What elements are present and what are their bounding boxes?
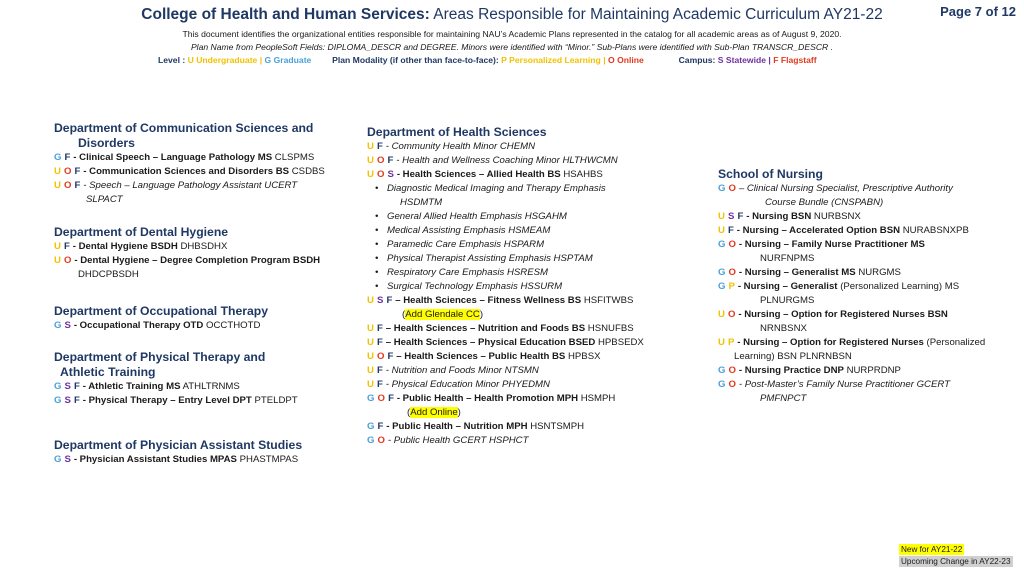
code-letter: S: [61, 454, 72, 465]
plan-name-note: Plan Name from PeopleSoft Fields: DIPLOMA_DESCR and DEGREE. Minors were identified with “Minor.” Sub-Plans were identified with Sub-Plan TRANSCR_DESCR .: [190, 42, 834, 52]
change-note: (Add Glendale CC): [402, 309, 484, 320]
list-item: U O F - Health and Wellness Coaching Minor HLTHWCMN: [367, 155, 618, 166]
list-item: U F – Health Sciences – Physical Education BSED HPBSEDX: [367, 337, 644, 348]
dept-physical-therapy-title: Department of Physical Therapy and Athletic Training: [54, 350, 266, 379]
code-letter: O: [374, 393, 386, 404]
emphasis-item: • Paramedic Care Emphasis HSPARM: [367, 238, 697, 252]
code-letter: O: [61, 255, 72, 266]
code-letter: U: [367, 295, 375, 306]
code-letter: F: [71, 395, 81, 406]
code-letter: G: [718, 379, 726, 390]
code-letter: O: [374, 169, 385, 180]
legend-upcoming: Upcoming Change in AY22-23: [901, 557, 1011, 566]
dept-dental-title: Department of Dental Hygiene: [54, 225, 229, 239]
school-of-nursing-title: School of Nursing: [718, 167, 823, 181]
code-letter: F: [734, 211, 744, 222]
code-letter: U: [718, 337, 726, 348]
code-letter: F: [61, 241, 71, 252]
code-letter: U: [367, 351, 375, 362]
code-letter: G: [718, 239, 726, 250]
code-letter: O: [374, 155, 385, 166]
change-note: (Add Online): [407, 407, 461, 418]
code-letter: S: [61, 381, 72, 392]
code-letter: S: [61, 395, 72, 406]
code-letter: U: [718, 225, 726, 236]
code-letter: U: [367, 169, 375, 180]
code-letter: O: [725, 309, 736, 320]
legend-line: Level : U Undergraduate | G Graduate Plan Modality (if other than face-to-face): P Personalized Learning | O Online Campus: S Statewide | F Flagstaff: [158, 55, 817, 65]
code-letter: O: [374, 351, 385, 362]
list-item: U F – Health Sciences – Nutrition and Foods BS HSNUFBS: [367, 323, 634, 334]
list-item: U S F – Health Sciences – Fitness Wellness BS HSFITWBS: [367, 295, 634, 306]
code-letter: G: [54, 320, 62, 331]
page-number: Page 7 of 12: [940, 4, 1016, 19]
list-item: U F - Dental Hygiene BSDH DHBSDHX: [54, 241, 228, 252]
code-letter: F: [71, 166, 81, 177]
code-letter: U: [54, 166, 62, 177]
code-letter: O: [374, 435, 386, 446]
list-item: G S F - Athletic Training MS ATHLTRNMS: [54, 381, 240, 392]
code-letter: G: [367, 393, 375, 404]
code-letter: O: [725, 365, 737, 376]
code-letter: S: [384, 169, 395, 180]
code-letter: G: [54, 454, 62, 465]
code-letter: F: [384, 351, 394, 362]
code-letter: F: [374, 141, 384, 152]
legend-new: New for AY21-22: [901, 545, 963, 554]
code-letter: G: [718, 183, 726, 194]
dept-health-sciences-title: Department of Health Sciences: [367, 125, 547, 139]
code-letter: F: [374, 365, 384, 376]
code-letter: F: [71, 180, 81, 191]
code-letter: G: [367, 421, 375, 432]
list-item: U O F - Speech – Language Pathology Assistant UCERT SLPACT: [54, 180, 298, 205]
code-letter: U: [54, 180, 62, 191]
code-letter: O: [61, 166, 72, 177]
code-letter: U: [367, 379, 375, 390]
code-letter: G: [718, 281, 726, 292]
list-item: U F - Physical Education Minor PHYEDMN: [367, 379, 550, 390]
code-letter: U: [367, 365, 375, 376]
code-letter: O: [725, 239, 737, 250]
emphasis-code: HSDMTM: [400, 197, 443, 208]
list-item: U F - Nursing – Accelerated Option BSN NURABSNXPB: [718, 225, 969, 236]
dept-physician-assistant-title: Department of Physician Assistant Studies: [54, 438, 303, 452]
list-item: G O F - Public Health – Health Promotion MPH HSMPH: [367, 393, 616, 404]
code-letter: O: [725, 267, 737, 278]
list-item: G O - Nursing – Generalist MS NURGMS: [718, 267, 901, 278]
code-letter: G: [718, 365, 726, 376]
list-item: U P - Nursing – Option for Registered Nurses (Personalized Learning) BSN PLNRNBSN: [718, 337, 986, 362]
list-item: U O F - Communication Sciences and Disorders BS CSDBS: [54, 166, 325, 177]
list-item: U S F - Nursing BSN NURBSNX: [718, 211, 861, 222]
column-right: [718, 167, 1018, 406]
list-item: G O – Clinical Nursing Specialist, Prescriptive Authority Course Bundle (CNSPABN): [718, 183, 953, 208]
code-letter: P: [725, 281, 736, 292]
code-letter: U: [718, 211, 726, 222]
code-letter: G: [54, 395, 62, 406]
list-item: G S F - Physical Therapy – Entry Level DPT PTELDPT: [54, 395, 298, 406]
list-item: G P - Nursing – Generalist (Personalized Learning) MS PLNURGMS: [718, 281, 960, 306]
list-item: U O S - Health Sciences – Allied Health BS HSAHBS: [367, 169, 603, 180]
code-letter: G: [54, 381, 62, 392]
code-letter: O: [61, 180, 72, 191]
code-letter: F: [384, 155, 394, 166]
list-item: G O - Nursing – Family Nurse Practitioner MS NURFNPMS: [718, 239, 925, 264]
code-letter: U: [367, 337, 375, 348]
code-letter: F: [374, 379, 384, 390]
emphasis-item: • Respiratory Care Emphasis HSRESM: [367, 266, 697, 280]
code-letter: F: [374, 421, 384, 432]
code-letter: P: [725, 337, 735, 348]
dept-occupational-title: Department of Occupational Therapy: [54, 304, 268, 318]
list-item: G O - Public Health GCERT HSPHCT: [367, 435, 529, 446]
intro-line: This document identifies the organizational entities responsible for maintaining NAU’s Academic Plans represented in the catalog for all academic areas as of August 9, 2020.: [182, 29, 842, 39]
emphasis-item: • Surgical Technology Emphasis HSSURM: [367, 280, 697, 294]
list-item: U F - Community Health Minor CHEMN: [367, 141, 536, 152]
code-letter: F: [374, 323, 384, 334]
column-middle: [367, 125, 697, 448]
list-item: G O - Nursing Practice DNP NURPRDNP: [718, 365, 901, 376]
code-letter: U: [718, 309, 726, 320]
code-letter: S: [374, 295, 384, 306]
emphasis-item: • General Allied Health Emphasis HSGAHM: [367, 210, 697, 224]
list-item: G O - Post-Master’s Family Nurse Practitioner GCERT PMFNPCT: [718, 379, 950, 404]
code-letter: U: [367, 155, 375, 166]
code-letter: F: [725, 225, 735, 236]
list-item: G F - Public Health – Nutrition MPH HSNTSMPH: [367, 421, 585, 432]
page-title: College of Health and Human Services: Areas Responsible for Maintaining Academic Curriculum AY21-22: [141, 6, 883, 23]
code-letter: G: [718, 267, 726, 278]
list-item: U O - Dental Hygiene – Degree Completion Program BSDH DHDCPBSDH: [54, 255, 321, 280]
code-letter: U: [54, 255, 62, 266]
code-letter: U: [367, 141, 375, 152]
code-letter: O: [725, 379, 737, 390]
column-left: [54, 121, 354, 467]
list-item: U O - Nursing – Option for Registered Nurses BSN NRNBSNX: [718, 309, 948, 334]
list-item: G S - Occupational Therapy OTD OCCTHOTD: [54, 320, 261, 331]
emphasis-item: • Physical Therapist Assisting Emphasis HSPTAM: [367, 252, 697, 266]
code-letter: U: [367, 323, 375, 334]
code-letter: G: [367, 435, 375, 446]
list-item: U F - Nutrition and Foods Minor NTSMN: [367, 365, 539, 376]
dept-comm-sciences-title: Department of Communication Sciences and Disorders: [54, 121, 314, 150]
emphasis-item: • Diagnostic Medical Imaging and Therapy Emphasis: [367, 182, 697, 196]
code-letter: F: [71, 381, 81, 392]
code-letter: S: [725, 211, 735, 222]
code-letter: F: [374, 337, 384, 348]
list-item: U O F – Health Sciences – Public Health BS HPBSX: [367, 351, 601, 362]
code-letter: U: [54, 241, 62, 252]
code-letter: F: [383, 295, 393, 306]
code-letter: O: [725, 183, 737, 194]
code-letter: G: [54, 152, 62, 163]
code-letter: F: [385, 393, 395, 404]
list-item: G S - Physician Assistant Studies MPAS PHASTMPAS: [54, 454, 299, 465]
list-item: G F - Clinical Speech – Language Pathology MS CLSPMS: [54, 152, 315, 163]
code-letter: S: [61, 320, 72, 331]
code-letter: F: [61, 152, 71, 163]
emphasis-item: • Medical Assisting Emphasis HSMEAM: [367, 224, 697, 238]
